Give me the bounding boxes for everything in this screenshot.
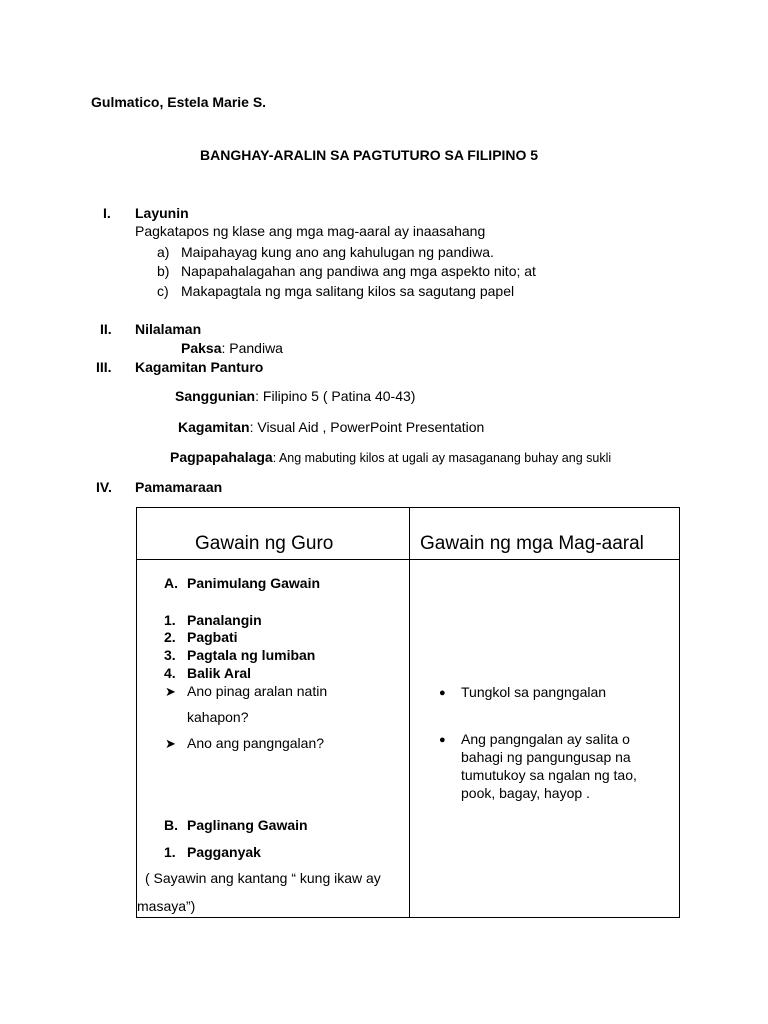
objective-c-marker: c) [157,283,169,299]
sanggunian-value: : Filipino 5 ( Patina 40-43) [255,388,416,404]
table-body-row [137,560,680,918]
paksa-label: Paksa [181,340,222,356]
section-iii-numeral: III. [96,359,112,375]
header-cell-guro [137,508,410,560]
step-4-num: 4. [164,665,176,681]
section-a-marker: A. [164,575,178,591]
section-ii-heading: Nilalaman [135,321,202,337]
question-1-line2: kahapon? [187,709,249,725]
header-guro: Gawain ng Guro [195,533,334,554]
kagamitan-label: Kagamitan [178,419,250,435]
objective-a-text: Maipahayag kung ano ang kahulugan ng pandiwa. [181,244,494,260]
section-iv-heading: Pamamaraan [135,479,223,495]
question-2: Ano ang pangngalan? [187,735,325,751]
objective-c-text: Makapagtala ng mga salitang kilos sa sagutang papel [181,283,515,299]
bullet-dot-icon: ● [439,734,446,746]
section-iii-heading: Kagamitan Panturo [135,359,264,375]
b-step-1-text: Pagganyak [187,844,261,860]
answer-1: Tungkol sa pangngalan [461,684,607,700]
objective-b-text: Napapahalagahan ang pandiwa ang mga aspekto nito; at [181,263,536,279]
step-1-num: 1. [164,612,176,628]
header-magaaral: Gawain ng mga Mag-aaral [420,533,644,554]
pagpapahalaga-line [170,449,611,465]
paksa-line [181,340,283,356]
author-name: Gulmatico, Estela Marie S. [91,94,267,110]
b-step-1-num: 1. [164,844,176,860]
question-1-line1: Ano pinag aralan natin [187,683,328,699]
header-cell-magaaral [410,508,680,560]
section-i-numeral: I. [103,205,111,221]
song-line-1: ( Sayawin ang kantang “ kung ikaw ay [145,870,381,886]
document-title: BANGHAY-ARALIN SA PAGTUTURO SA FILIPINO 5 [200,147,539,163]
arrow-bullet-icon: ➤ [165,736,176,751]
sanggunian-line [175,388,415,404]
section-a-label: Panimulang Gawain [187,575,321,591]
pagpapahalaga-label: Pagpapahalaga [170,449,273,465]
step-4-text: Balik Aral [187,665,252,681]
answer-2-line4: pook, bagay, hayop . [461,785,590,801]
kagamitan-value: : Visual Aid , PowerPoint Presentation [249,419,485,435]
step-2-text: Pagbati [187,629,238,645]
kagamitan-line [178,419,484,435]
bullet-dot-icon: ● [439,687,446,699]
step-1-text: Panalangin [187,612,262,628]
paksa-value: : Pandiwa [221,340,283,356]
objectives-intro: Pagkatapos ng klase ang mga mag-aaral ay inaasahang [135,223,486,239]
arrow-bullet-icon: ➤ [165,684,176,699]
objective-a-marker: a) [157,244,170,260]
step-3-num: 3. [164,647,176,663]
magaaral-cell [410,560,680,918]
answer-2-line3: tumutukoy sa ngalan ng tao, [461,767,637,783]
guro-cell [137,560,410,918]
section-iv-numeral: IV. [96,479,112,495]
section-b-marker: B. [164,817,178,833]
section-b-label: Paglinang Gawain [187,817,308,833]
step-2-num: 2. [164,629,176,645]
section-i-heading: Layunin [135,205,189,221]
table-header-row [137,508,680,560]
sanggunian-label: Sanggunian [175,388,256,404]
pagpapahalaga-value: : Ang mabuting kilos at ugali ay masaganang buhay ang sukli [272,451,612,465]
section-ii-numeral: II. [100,321,112,337]
song-line-2: masaya”) [137,898,196,914]
step-3-text: Pagtala ng lumiban [187,647,316,663]
objective-b-marker: b) [157,263,170,279]
pamamaraan-table [136,507,680,918]
answer-2-line1: Ang pangngalan ay salita o [461,731,630,747]
answer-2-line2: bahagi ng pangungusap na [461,749,631,765]
